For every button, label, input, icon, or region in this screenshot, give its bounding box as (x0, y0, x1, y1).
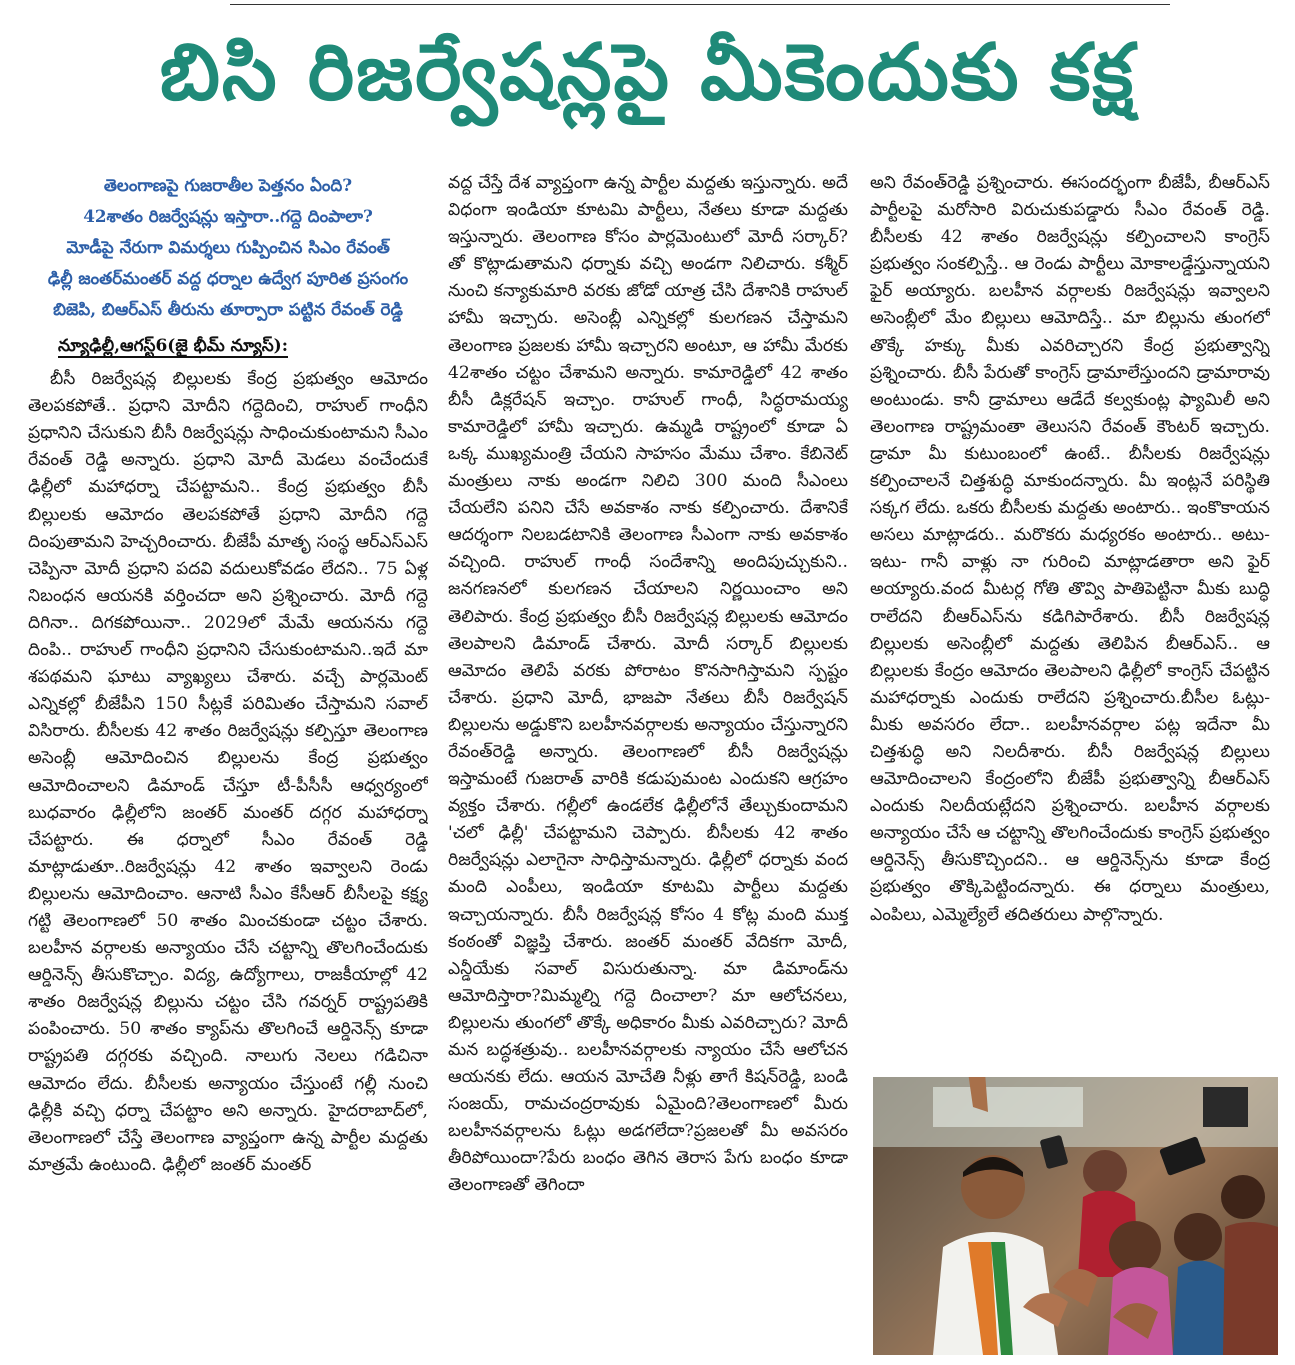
body-text: వద్ద చేస్తే దేశ వ్యాప్తంగా ఉన్న పార్టీల మద్దతు ఇస్తున్నారు. అదే విధంగా ఇండియా కూటమి పార్టీలు, నేతలు కూడా మద్దతు ఇస్తున్నారు. తెలంగాణ కోసం పార్లమెంటులో మోదీ సర్కార్?తో కొట్లాడుతామని ధర్నాకు వచ్చి అండగా నిలిచారు. కశ్మీర్ నుంచి కన్యాకుమారి వరకు జోడో యాత్ర చేసి దేశానికి రాహుల్ హామీ ఇచ్చారు. అసెంబ్లీ ఎన్నికల్లో కులగణన చేస్తామని తెలంగాణ ప్రజలకు హామీ ఇచ్చారని అంటూ, ఆ హామీ మేరకు 42శాతం చట్టం చేశామని అన్నారు. కామారెడ్డిలో 42 శాతం బీసీ డిక్లరేషన్ ఇచ్చాం. రాహుల్ గాంధీ, సిద్ధరామయ్య కామారెడ్డిలో హామీ ఇచ్చారు. ఉమ్మడి రాష్ట్రంలో కూడా ఏ ఒక్క ముఖ్యమంత్రి చేయని సాహసం మేము చేశాం. కేబినెట్ మంత్రులు నాకు అండగా నిలిచి 300 మంది సీఎంలు చేయలేని పనిని చేసే అవకాశం నాకు కల్పించారు. దేశానికే ఆదర్శంగా నిలబడటానికి తెలంగాణ సీఎంగా నాకు అవకాశం వచ్చింది. రాహుల్ గాంధీ సందేశాన్ని అందిపుచ్చుకుని.. జనగణనలో కులగణన చేయాలని నిర్ణయించాం అని తెలిపారు. కేంద్ర ప్రభుత్వం బీసీ రిజర్వేషన్ల బిల్లులకు ఆమోదం తెలపాలని డిమాండ్ చేశారు. మోదీ సర్కార్ బిల్లులకు ఆమోదం తెలిపే వరకు పోరాటం కొనసాగిస్తామని స్పష్టం చేశారు. ప్రధాని మోదీ, భాజపా నేతలు బీసీ రిజర్వేషన్ బిల్లులను అడ్డుకొని బలహీనవర్గాలకు అన్యాయం చేస్తున్నారని రేవంత్‌రెడ్డి అన్నారు. తెలంగాణలో బీసీ రిజర్వేషన్లు ఇస్తామంటే గుజరాత్ వారికి కడుపుమంట ఎందుకని ఆగ్రహం వ్యక్తం చేశారు. గల్లీలో ఉండలేక ఢిల్లీలోనే తేల్చుకుందామని 'చలో ఢిల్లీ' చేపట్టామని చెప్పారు. బీసీలకు 42 శాతం రిజర్వేషన్లు ఎలాగైనా సాధిస్తామన్నారు. ఢిల్లీలో ధర్నాకు వంద మంది ఎంపీలు, ఇండియా కూటమి పార్టీలు మద్దతు ఇచ్చాయన్నారు. బీసీ రిజర్వేషన్ల కోసం 4 కోట్ల మంది ముక్త కంఠంతో విజ్ఞప్తి చేశారు. జంతర్ మంతర్ వేదికగా మోదీ, ఎన్డీయేకు సవాల్ విసురుతున్నా. మా డిమాండ్‌ను ఆమోదిస్తారా?మిమ్మల్ని గద్దె దించాలా? మా ఆలోచనలు, బిల్లులను తుంగలో తొక్కే అధికారం మీకు ఎవరిచ్చారు? మోదీ మన బద్ధశత్రువు.. బలహీనవర్గాలకు న్యాయం చేసే ఆలోచన ఆయనకు లేదు. ఆయన మోచేతి నీళ్లు తాగే కిషన్‌రెడ్డి, బండి సంజయ్, రామచంద్రరావుకు ఏమైంది?తెలంగాణలో మీరు బలహీనవర్గాలను ఓట్లు అడగలేదా?ప్రజలతో మీ అవసరం తీరిపోయిందా?పేరు బంధం తెగిన తెరాస పేగు బంధం కూడా తెలంగాణతో తెగిందా (448, 173, 848, 1196)
column-1 (28, 170, 428, 1360)
subheading: తెలంగాణపై గుజరాతీల పెత్తనం ఏంది? (103, 175, 353, 195)
subheading: ఢిల్లీ జంతర్‌మంతర్ వద్ద ధర్నాల ఉద్వేగ పూరిత ప్రసంగం (47, 268, 409, 288)
subheading: మోడీపై నేరుగా విమర్శలు గుప్పించిన సిఎం రేవంత్ (66, 237, 390, 257)
subheadings (28, 170, 428, 325)
body-text: అని రేవంత్‌రెడ్డి ప్రశ్నించారు. ఈసందర్భంగా బీజేపీ, బీఆర్ఎస్ పార్టీలపై మరోసారి విరుచుకుపడ్డారు సీఎం రేవంత్ రెడ్డి. బీసీలకు 42 శాతం రిజర్వేషన్లు కల్పించాలని కాంగ్రెస్ ప్రభుత్వం సంకల్పిస్తే.. ఆ రెండు పార్టీలు మోకాలడ్డేస్తున్నాయని ఫైర్ అయ్యారు. బలహీన వర్గాలకు రిజర్వేషన్లు ఇవ్వాలని అసెంబ్లీలో మేం బిల్లులు ఆమోదిస్తే.. మా బిల్లును తుంగలో తొక్కే హక్కు మీకు ఎవరిచ్చారని కేంద్ర ప్రభుత్వాన్ని ప్రశ్నించారు. బీసీ పేరుతో కాంగ్రెస్ డ్రామాలేస్తుందని డ్రామారావు అంటుండు. కానీ డ్రామాలు ఆడేదే కల్వకుంట్ల ఫ్యామిలీ అని తెలంగాణ రాష్ట్రమంతా తెలుసని రేవంత్ కౌంటర్ ఇచ్చారు. డ్రామా మీ కుటుంబంలో ఉంటే.. బీసీలకు రిజర్వేషన్లు కల్పించాలనే చిత్తశుద్ధి మాకుందన్నారు. మీ ఇంట్లనే పరిస్థితి సక్కగ లేదు. ఒకరు బీసీలకు మద్దతు అంటారు.. ఇంకొకాయన అసలు మాట్లాడరు.. మరొకరు మధ్యరకం అంటారు.. అటు- ఇటు- గానీ వాళ్లు నా గురించి మాట్లాడతారా అని ఫైర్ అయ్యారు.వంద మీటర్ల గోతి తొవ్వి పాతిపెట్టినా మీకు బుద్ధి రాలేదని బీఆర్ఎస్‌ను కడిగిపారేశారు. బీసీ రిజర్వేషన్ల బిల్లులకు అసెంబ్లీలో మద్దతు తెలిపిన బీఆర్ఎస్.. ఆ బిల్లులకు కేంద్రం ఆమోదం తెలపాలని ఢిల్లీలో కాంగ్రెస్ చేపట్టిన మహాధర్నాకు ఎందుకు రాలేదని ప్రశ్నించారు.బీసీల ఓట్లు- మీకు అవసరం లేదా.. బలహీనవర్గాల పట్ల ఇదేనా మీ చిత్తశుద్ధి అని నిలదీశారు. బీసీ రిజర్వేషన్ల బిల్లులు ఆమోదించాలని కేంద్రంలోని బీజేపీ ప్రభుత్వాన్ని బీఆర్ఎస్ ఎందుకు నిలదీయట్లేదని ప్రశ్నించారు. బలహీన వర్గాలకు అన్యాయం చేసే ఆ చట్టాన్ని తొలగించేందుకు కాంగ్రెస్ ప్రభుత్వం ఆర్డినెన్స్ తీసుకొచ్చిందని.. ఆ ఆర్డినెన్స్‌ను కూడా కేంద్ర ప్రభుత్వం తొక్కిపెట్టిందన్నారు. ఈ ధర్నాలు మంత్రులు, ఎంపిలు, ఎమ్మెల్యేలే తదితరులు పాల్గొన్నారు. (870, 173, 1270, 925)
headline: బిసి రిజర్వేషన్లపై మీకెందుకు కక్ష (159, 28, 1136, 118)
top-rule (230, 4, 1170, 5)
column-2 (448, 170, 848, 1360)
subheading: 42శాతం రిజర్వేషన్లు ఇస్తారా..గద్దె దింపాలా? (83, 206, 373, 226)
news-photo (873, 1077, 1278, 1355)
column-3 (870, 170, 1270, 1055)
subheading: బిజెపి, బిఆర్‌ఎస్ తీరును తూర్పారా పట్టిన రేవంత్ రెడ్డి (53, 299, 403, 319)
dateline: న్యూఢిల్లీ,ఆగస్ట్6(జై భీమ్ న్యూస్): (58, 336, 289, 356)
body-text: బీసీ రిజర్వేషన్ల బిల్లులకు కేంద్ర ప్రభుత్వం ఆమోదం తెలపకపోతే.. ప్రధాని మోదీని గద్దెదించి, రాహుల్ గాంధీని ప్రధానిని చేసుకుని బీసీ రిజర్వేషన్లు సాధించుకుంటామని సీఎం రేవంత్ రెడ్డి అన్నారు. ప్రధాని మోదీ మెడలు వంచేందుకే ఢిల్లీలో మహాధర్నా చేపట్టామని.. కేంద్ర ప్రభుత్వం బీసీ బిల్లులకు ఆమోదం తెలపకపోతే ప్రధాని మోదీని గద్దె దింపుతామని హెచ్చరించారు. బీజేపీ మాతృ సంస్థ ఆర్ఎస్ఎస్ చెప్పినా మోదీ ప్రధాని పదవి వదులుకోవడం లేదని.. 75 ఏళ్ల నిబంధన ఆయనకి వర్తించదా అని ప్రశ్నించారు. మోదీ గద్దె దిగినా.. దిగకపోయినా.. 2029లో మేమే ఆయనను గద్దె దింపి.. రాహుల్ గాంధీని ప్రధానిని చేసుకుంటామని..ఇదే మా శపథమని ఘాటు వ్యాఖ్యలు చేశారు. వచ్చే పార్లమెంట్ ఎన్నికల్లో బీజేపీని 150 సీట్లకే పరిమితం చేస్తామని సవాల్ విసిరారు. బీసీలకు 42 శాతం రిజర్వేషన్లు కల్పిస్తూ తెలంగాణ అసెంబ్లీ ఆమోదించిన బిల్లులను కేంద్ర ప్రభుత్వం ఆమోదించాలని డిమాండ్ చేస్తూ టీ-పీసీసీ ఆధ్వర్యంలో బుధవారం ఢిల్లీలోని జంతర్ మంతర్ దగ్గర మహాధర్నా చేపట్టారు. ఈ ధర్నాలో సీఎం రేవంత్ రెడ్డి మాట్లాడుతూ..రిజర్వేషన్లు 42 శాతం ఇవ్వాలని రెండు బిల్లులను ఆమోదించాం. ఆనాటి సీఎం కేసీఆర్ బీసీలపై కక్ష్య గట్టి తెలంగాణలో 50 శాతం మించకుండా చట్టం చేశారు. బలహీన వర్గాలకు అన్యాయం చేసే చట్టాన్ని తొలగించేందుకు ఆర్డినెన్స్ తీసుకొచ్చాం. విద్య, ఉద్యోగాలు, రాజకీయాల్లో 42 శాతం రిజర్వేషన్ల బిల్లును చట్టం చేసి గవర్నర్ రాష్ట్రపతికి పంపించారు. 50 శాతం క్యాప్‌ను తొలగించే ఆర్డినెన్స్ కూడా రాష్ట్రపతి దగ్గరకు వచ్చింది. నాలుగు నెలలు గడిచినా ఆమోదం లేదు. బీసీలకు అన్యాయం చేస్తుంటే గల్లీ నుంచి ఢిల్లీకి వచ్చి ధర్నా చేపట్టాం అని అన్నారు. హైదరాబాద్‌లో, తెలంగాణలో చేస్తే తెలంగాణ వ్యాప్తంగా ఉన్న పార్టీల మద్దతు మాత్రమే ఉంటుంది. ఢిల్లీలో జంతర్ మంతర్ (28, 369, 428, 1175)
